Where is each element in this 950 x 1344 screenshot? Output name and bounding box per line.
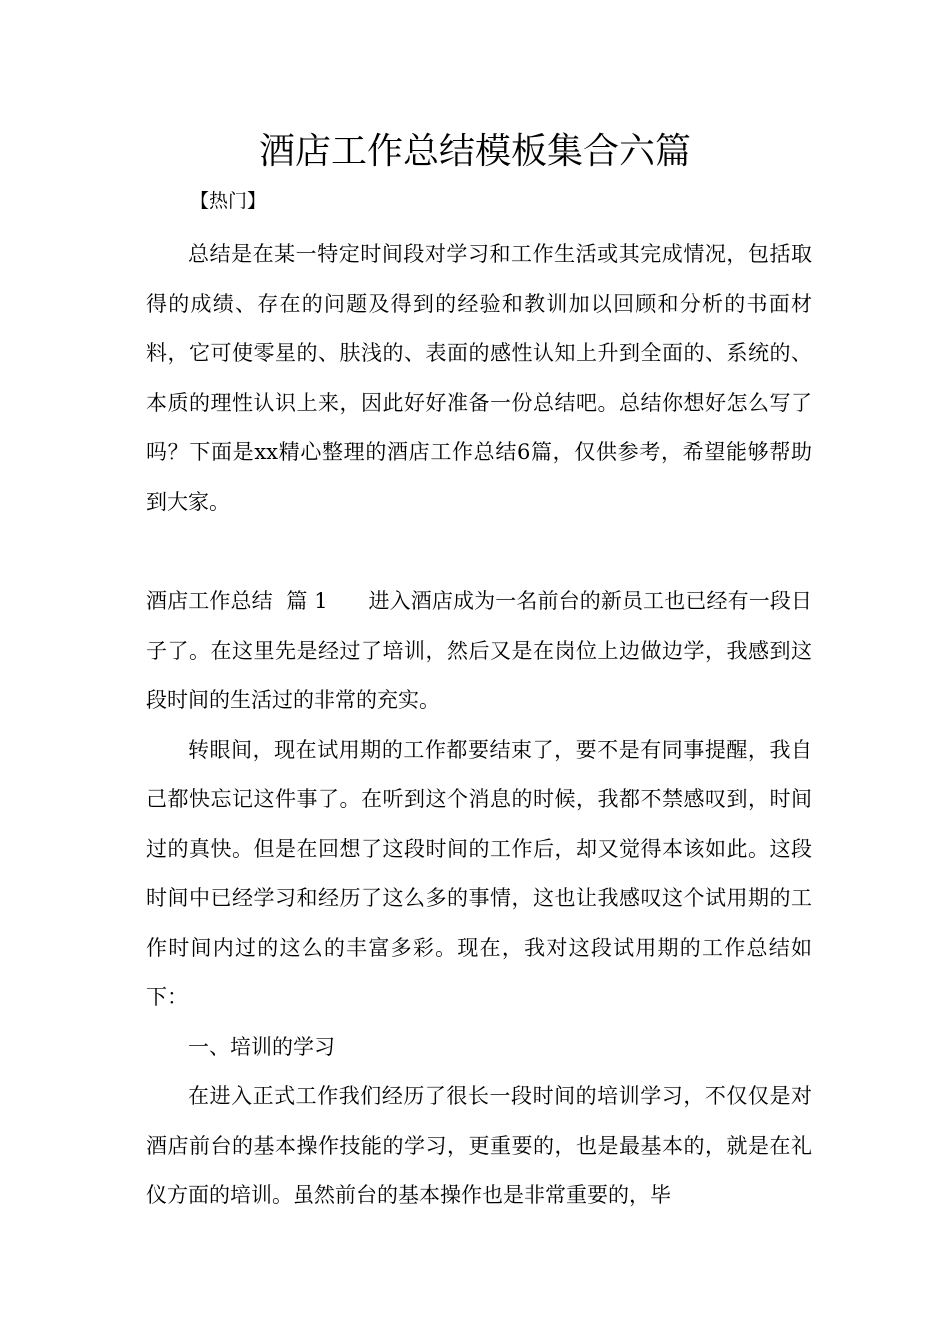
section-1-spacer [328,589,369,613]
paragraph-spacer [146,527,812,577]
heading-training: 一、培训的学习 [188,1034,335,1059]
intro-paragraph: 总结是在某一特定时间段对学习和工作生活或其完成情况，包括取得的成绩、存在的问题及得到的经验和教训加以回顾和分析的书面材料，它可使零星的、肤浅的、表面的感性认知上升到全面的、系统的、本质的理性认识上来，因此好好准备一份总结吧。总结你想好怎么写了吗？下面是xx精心整理的酒店工作总结6篇，仅供参考，希望能够帮助到大家。 [146,242,812,514]
section-1-text: 进入酒店成为一名前台的新员工也已经有一段日子了。在这里先是经过了培训，然后又是在岗位上边做边学，我感到这段时间的生活过的非常的充实。 [146,589,812,712]
document-title: 酒店工作总结模板集合六篇 [258,131,691,172]
section-1-paragraph [146,577,812,726]
section-1-label: 酒店工作总结 篇 1 [146,589,328,613]
paragraph-3: 在进入正式工作我们经历了很长一段时间的培训学习，不仅仅是对酒店前台的基本操作技能的学习，更重要的，也是最基本的，就是在礼仪方面的培训。虽然前台的基本操作也是非常重要的，毕 [146,1084,812,1207]
paragraph-2: 转眼间，现在试用期的工作都要结束了，要不是有同事提醒，我自己都快忘记这件事了。在听到这个消息的时候，我都不禁感叹到，时间过的真快。但是在回想了这段时间的工作后，却又觉得本该如此。这段时间中已经学习和经历了这么多的事情，这也让我感叹这个试用期的工作时间内过的这么的丰富多彩。现在，我对这段试用期的工作总结如下： [146,737,812,1009]
hot-tag: 【热门】 [190,190,267,212]
document-body [146,230,812,1221]
